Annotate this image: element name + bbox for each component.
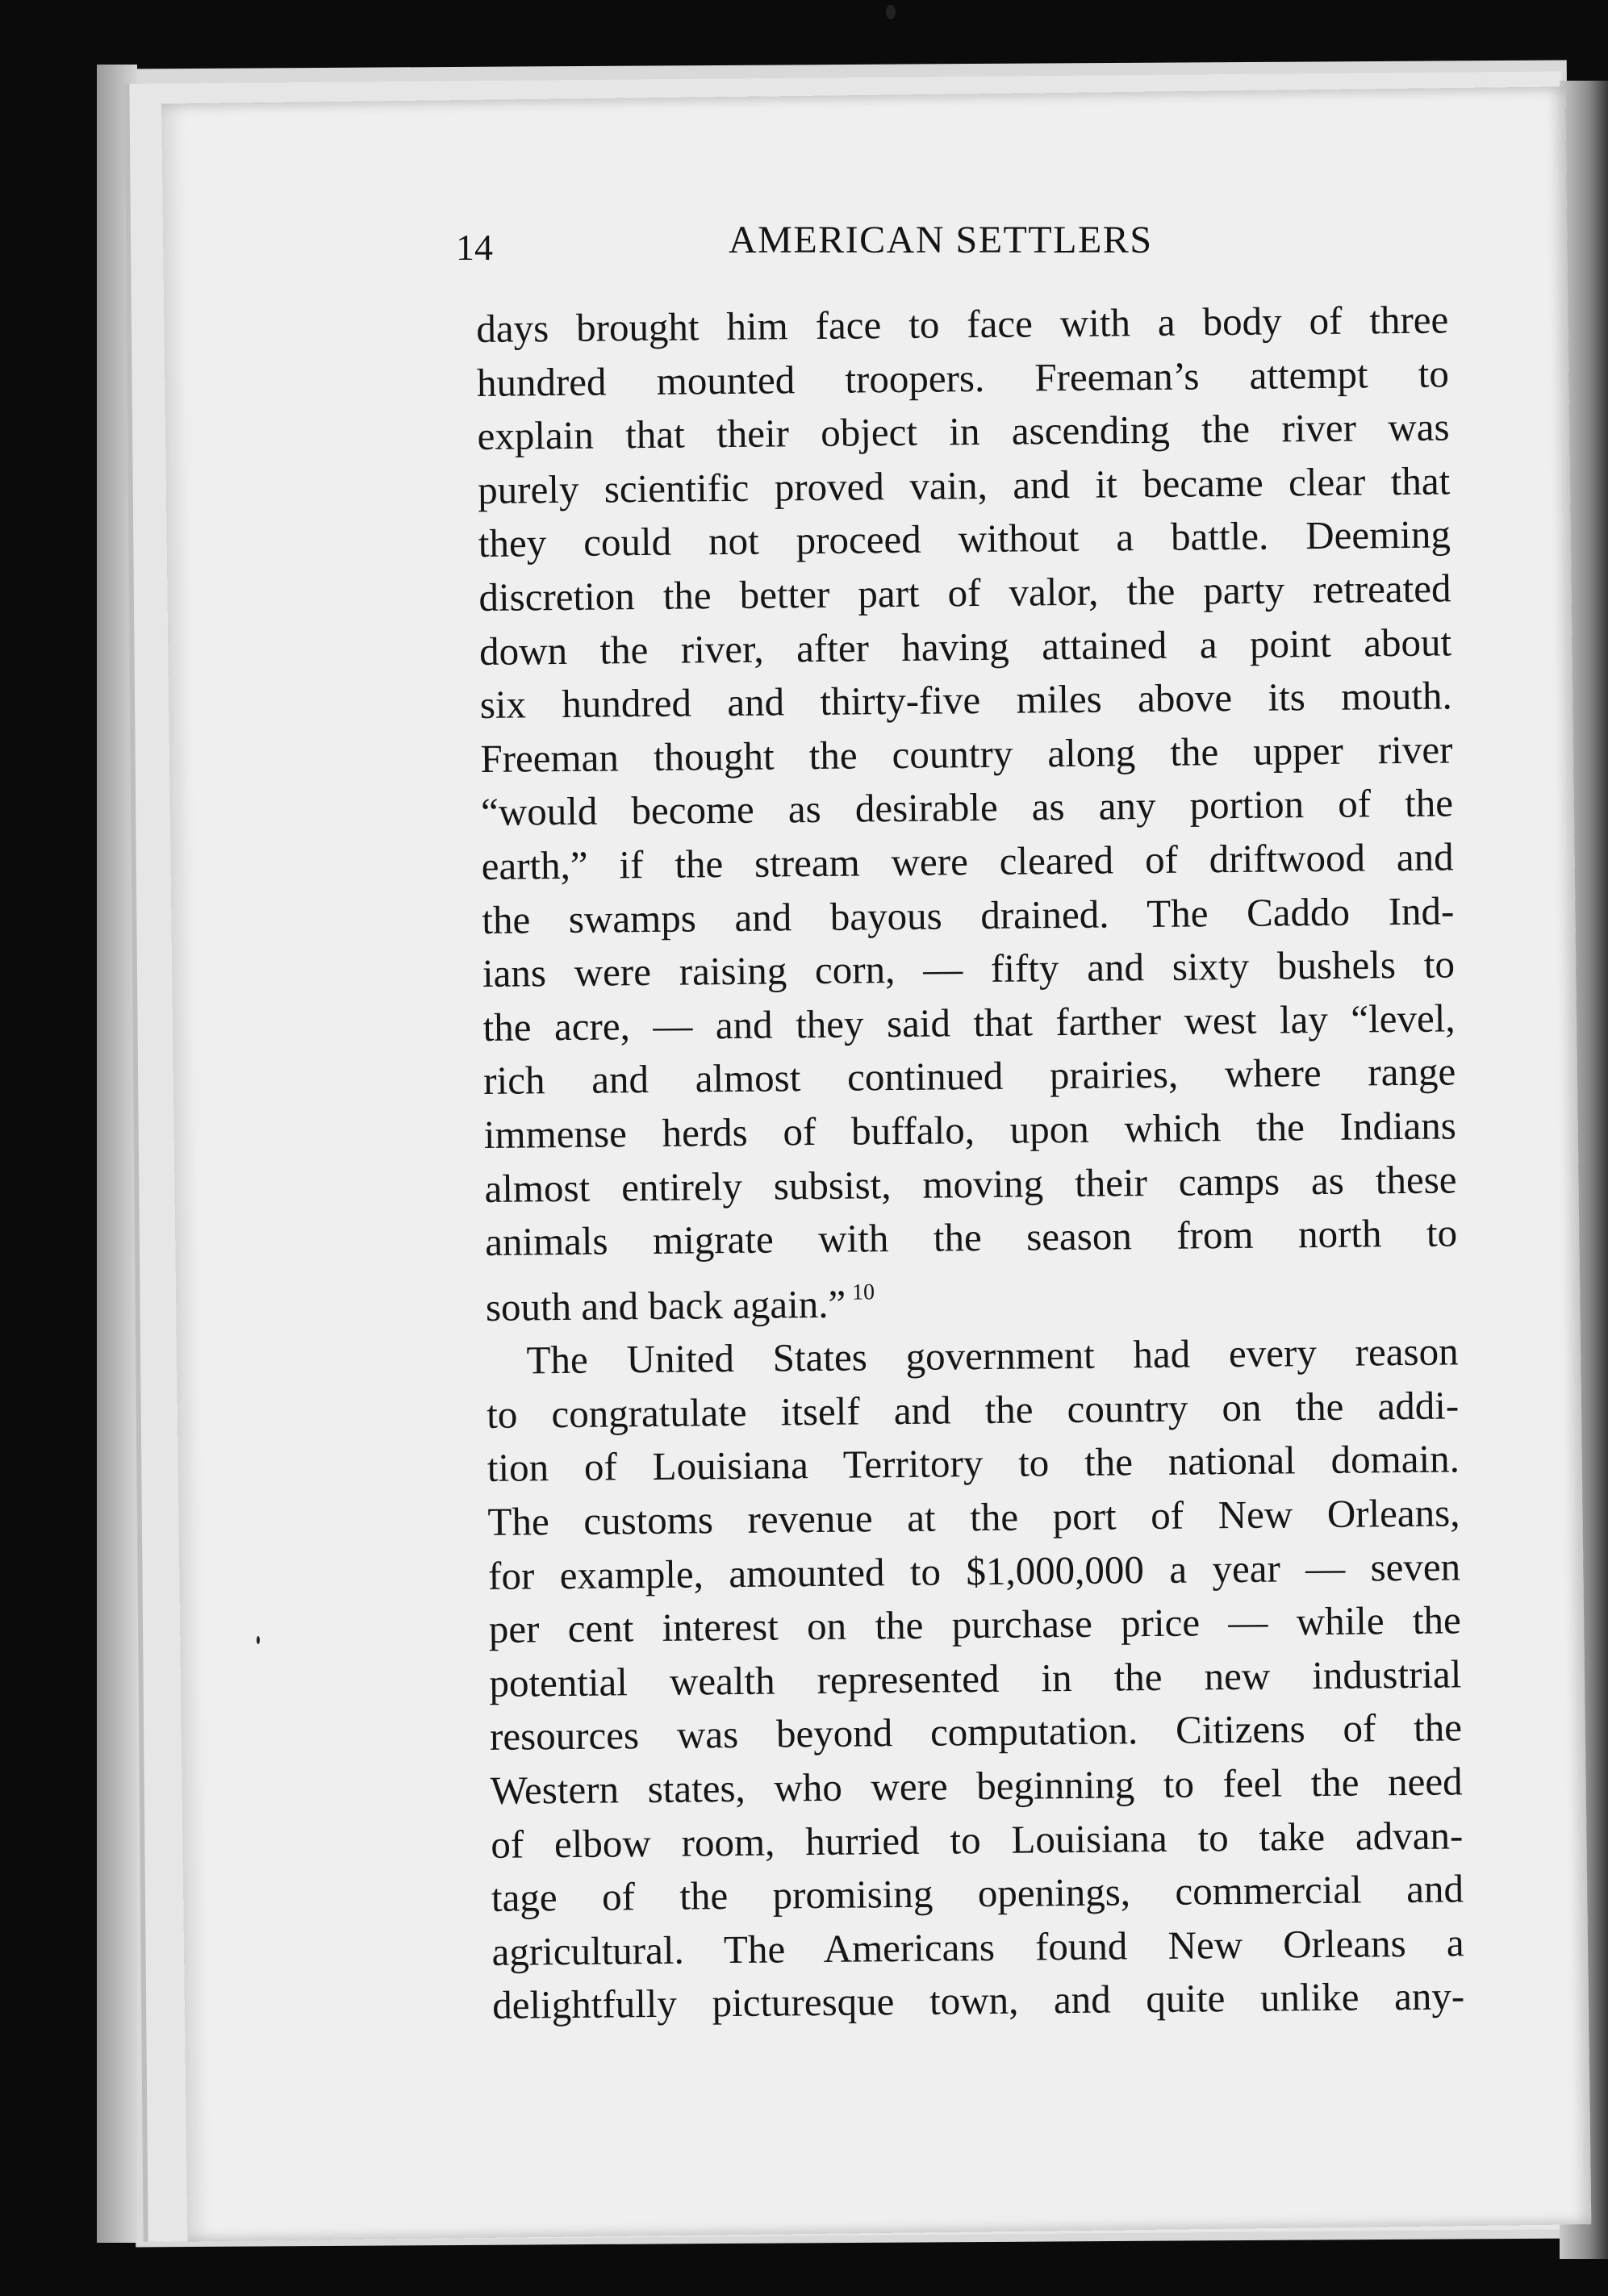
- text-line: the acre, — and they said that farther west lay “level,: [482, 996, 1456, 1050]
- text-line: earth,” if the stream were cleared of driftwood and: [481, 834, 1454, 888]
- text-line: ians were raising corn, — fifty and sixty bushels to: [482, 941, 1456, 996]
- text-line: The customs revenue at the port of New Orleans,: [487, 1490, 1460, 1544]
- text-line: days brought him face to face with a body of three: [476, 297, 1449, 351]
- page-header: [456, 218, 1263, 282]
- dust-speck: [886, 5, 896, 19]
- text-line: to congratulate itself and the country on the addi-: [486, 1383, 1460, 1437]
- text-line: Western states, who were beginning to feel the need: [490, 1759, 1463, 1813]
- text-line: tage of the promising openings, commercial and: [491, 1866, 1464, 1921]
- text-line: The United States government had every reason: [526, 1329, 1459, 1383]
- text-line: tion of Louisiana Territory to the national domain.: [487, 1436, 1460, 1491]
- text-line: immense herds of buffalo, upon which the Indians: [483, 1103, 1457, 1157]
- text-line: resources was beyond computation. Citizens of the: [489, 1705, 1463, 1760]
- running-head: AMERICAN SETTLERS: [729, 219, 1153, 261]
- body-text: [476, 293, 1465, 2032]
- text-line: Freeman thought the country along the upper river: [480, 727, 1453, 781]
- text-line: explain that their object in ascending the river was: [477, 404, 1450, 459]
- page-number: 14: [456, 227, 493, 268]
- text-line: purely scientific proved vain, and it became clear that: [477, 458, 1451, 512]
- text-line: animals migrate with the season from north to: [484, 1210, 1458, 1265]
- text-line: “would become as desirable as any portion of the: [480, 780, 1454, 835]
- text-line: of elbow room, hurried to Louisiana to take advan-: [491, 1812, 1464, 1867]
- text-line-last: [486, 1260, 1459, 1334]
- text-line: down the river, after having attained a point about: [478, 619, 1452, 674]
- text-line: delightfully picturesque town, and quite unlike any-: [491, 1973, 1465, 2028]
- text-line-content: south and back again.”: [485, 1281, 846, 1330]
- text-line: rich and almost continued prairies, where range: [482, 1049, 1456, 1104]
- text-line: they could not proceed without a battle. Deeming: [478, 511, 1451, 566]
- text-line: hundred mounted troopers. Freeman’s attempt to: [476, 351, 1450, 405]
- text-line: six hundred and thirty-five miles above its mouth.: [479, 673, 1452, 728]
- text-line: per cent interest on the purchase price — while the: [488, 1597, 1461, 1652]
- dust-speck: [257, 1636, 260, 1644]
- text-line: for example, amounted to $1,000,000 a year — seven: [487, 1544, 1461, 1598]
- footnote-reference: 10: [851, 1279, 875, 1305]
- text-line: discretion the better part of valor, the party retreated: [478, 566, 1451, 620]
- spine-shadow: [97, 65, 137, 2243]
- text-line: agricultural. The Americans found New Orleans a: [491, 1920, 1464, 1974]
- text-line: the swamps and bayous drained. The Caddo Ind-: [482, 887, 1455, 942]
- text-line: almost entirely subsist, moving their camps as these: [484, 1156, 1457, 1211]
- text-line: potential wealth represented in the new industrial: [489, 1651, 1462, 1705]
